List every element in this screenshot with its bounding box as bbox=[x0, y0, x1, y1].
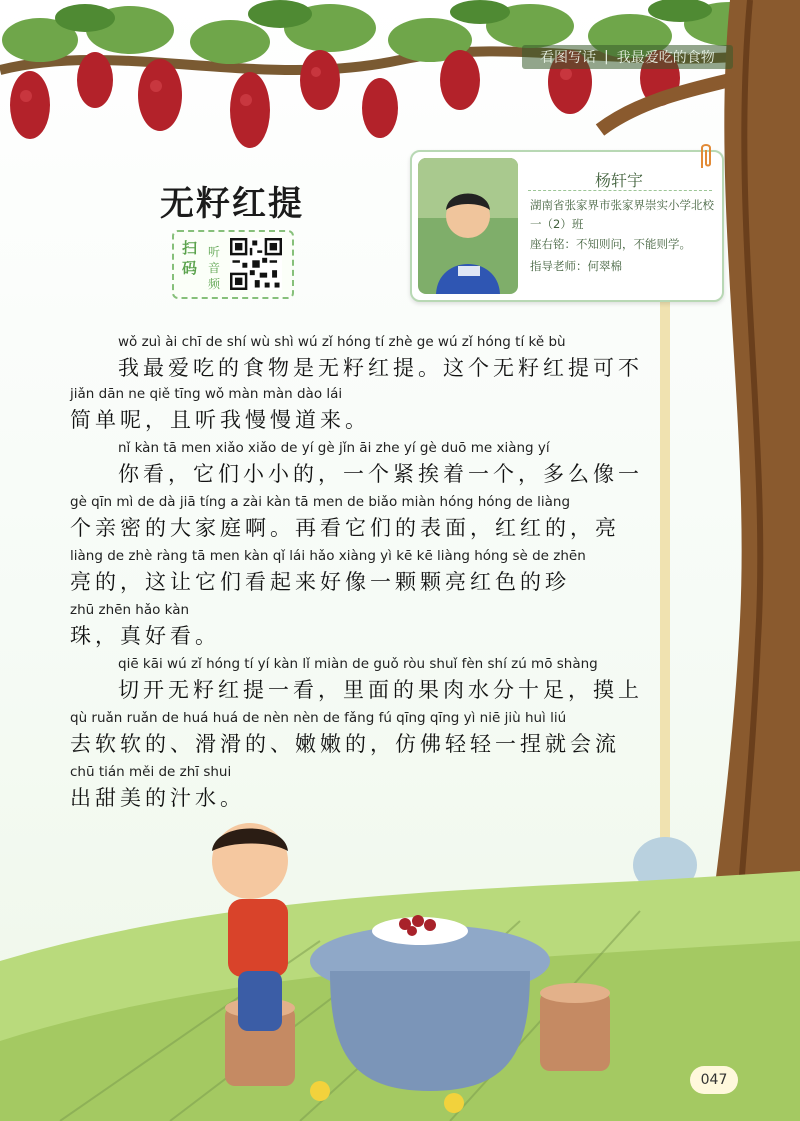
hanzi-line: 个亲密的大家庭啊。再看它们的表面，红红的，亮 bbox=[70, 516, 620, 540]
page-number: 047 bbox=[690, 1066, 738, 1094]
pinyin-line: chū tián měi de zhī shui bbox=[70, 764, 232, 780]
page-title: 无籽红提 bbox=[160, 184, 304, 224]
pinyin-line: nǐ kàn tā men xiǎo xiǎo de yí gè jǐn āi zhe yí gè duō me xiàng yí bbox=[118, 440, 550, 456]
pinyin-line: liàng de zhè ràng tā men kàn qǐ lái hǎo xiàng yì kē kē liàng hóng sè de zhēn bbox=[70, 548, 586, 564]
author-motto: 座右铭：不知则问，不能则学。 bbox=[530, 237, 691, 251]
grass-scene-illustration bbox=[0, 821, 800, 1121]
author-card bbox=[410, 150, 724, 302]
qr-audio-box[interactable] bbox=[172, 230, 294, 299]
paper-clip-icon bbox=[696, 142, 716, 170]
topic-label: 我最爱吃的食物 bbox=[616, 50, 715, 66]
section-header bbox=[522, 45, 733, 69]
pinyin-line: zhū zhēn hǎo kàn bbox=[70, 602, 190, 618]
hanzi-line: 去软软的、滑滑的、嫩嫩的，仿佛轻轻一捏就会流 bbox=[70, 732, 620, 756]
author-name: 杨轩宇 bbox=[594, 171, 643, 190]
pinyin-line: wǒ zuì ài chī de shí wù shì wú zǐ hóng tí zhè ge wú zǐ hóng tí kě bù bbox=[118, 334, 566, 350]
section-label: 看图写话 bbox=[540, 50, 596, 66]
author-school: 湖南省张家界市张家界崇实小学北校一（2）班 bbox=[530, 198, 714, 231]
hanzi-line: 简单呢，且听我慢慢道来。 bbox=[70, 408, 370, 432]
listen-audio-label: 听音频 bbox=[208, 245, 221, 291]
divider bbox=[528, 190, 712, 191]
section-divider: | bbox=[604, 49, 609, 65]
pinyin-line: gè qīn mì de dà jiā tíng a zài kàn tā men de biǎo miàn hóng hóng de liàng bbox=[70, 494, 571, 510]
pinyin-line: qiē kāi wú zǐ hóng tí yí kàn lǐ miàn de guǒ ròu shuǐ fèn shí zú mō shàng bbox=[118, 656, 598, 672]
scan-code-label: 扫码 bbox=[182, 239, 198, 277]
author-photo bbox=[418, 158, 518, 294]
pinyin-line: jiǎn dān ne qiě tīng wǒ màn màn dào lái bbox=[70, 386, 343, 402]
hanzi-line: 出甜美的汁水。 bbox=[70, 786, 245, 810]
hanzi-line: 我最爱吃的食物是无籽红提。这个无籽红提可不 bbox=[118, 356, 643, 380]
pinyin-line: qù ruǎn ruǎn de huá huá de nèn nèn de fǎng fú qīng qīng yì niē jiù huì liú bbox=[70, 710, 567, 726]
hanzi-line: 你看，它们小小的，一个紧挨着一个，多么像一 bbox=[118, 462, 643, 486]
author-teacher: 指导老师：何翠棉 bbox=[530, 259, 622, 273]
qr-code-icon[interactable] bbox=[230, 238, 282, 290]
hanzi-line: 珠，真好看。 bbox=[70, 624, 220, 648]
hanzi-line: 切开无籽红提一看，里面的果肉水分十足，摸上 bbox=[118, 678, 643, 702]
hanzi-line: 亮的，这让它们看起来好像一颗颗亮红色的珍 bbox=[70, 570, 570, 594]
